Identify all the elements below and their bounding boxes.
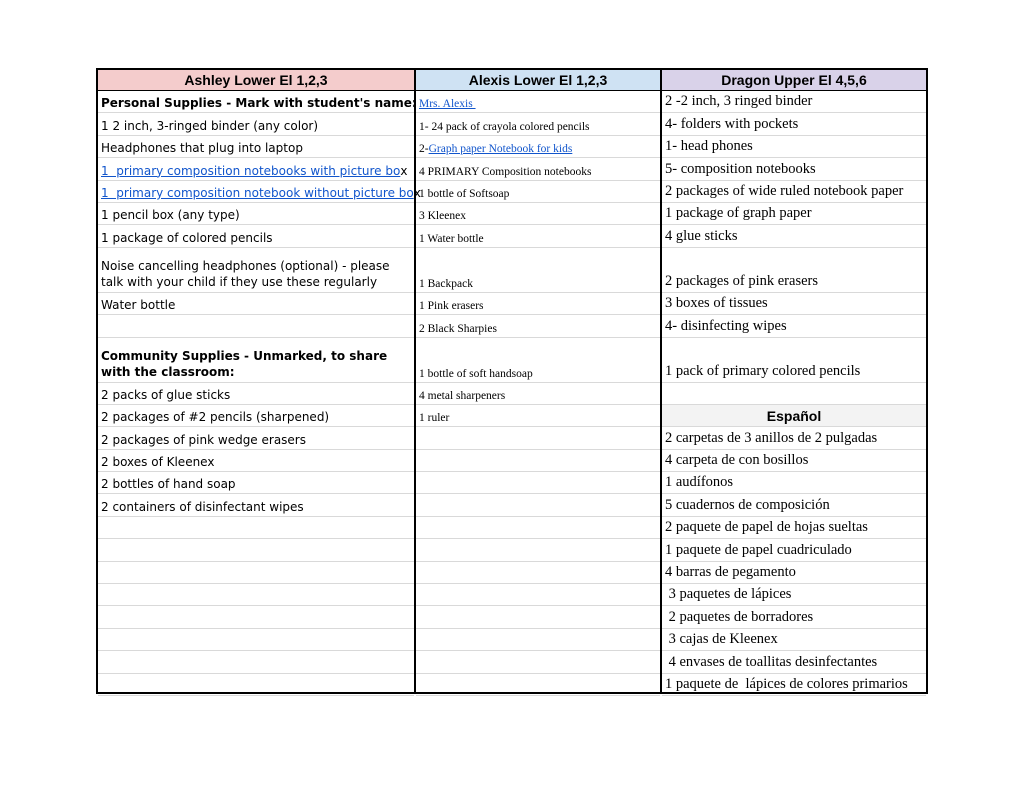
table-cell [98,91,417,113]
cell-link[interactable]: 1 primary composition notebooks with picture bo [101,163,401,178]
table-cell [416,584,660,606]
table-cell [416,539,660,561]
table-cell [662,427,926,449]
cell-link[interactable]: Mrs. Alexis [419,98,476,111]
column-header: Alexis Lower El 1,2,3 [416,70,660,91]
table-cell [413,181,660,203]
cell-suffix: x [413,185,421,200]
cell-text: 3 cajas de Kleenex [665,631,778,648]
cell-text: 4- folders with pockets [665,115,799,132]
cell-text: 2 packages of pink erasers [665,272,818,289]
cell-text: 1 bottle of soft handsoap [419,367,533,380]
table-cell [416,562,660,584]
cell-text: 4- disinfecting wipes [665,317,787,334]
table-cell [662,674,926,696]
cell-text: 1 audífonos [665,474,734,491]
table-cell [416,494,660,516]
cell-text: 4 carpeta de con bosillos [665,452,809,469]
cell-text: 1 Backpack [419,277,473,290]
table-cell [98,562,414,584]
column-header: Dragon Upper El 4,5,6 [662,70,926,91]
table-cell [662,293,926,315]
table-cell[interactable] [98,181,421,203]
cell-link[interactable]: 1 primary composition notebook without picture bo [101,185,414,200]
table-cell [416,517,660,539]
table-cell [662,606,926,628]
cell-text: Water bottle [101,298,176,313]
cell-text: 1- 24 pack of crayola colored pencils [419,120,590,133]
table-cell [98,472,414,494]
cell-suffix: x [400,163,408,178]
cell-text: 1 paquete de papel cuadriculado [665,541,852,558]
table-cell [662,651,926,673]
column-dragon [662,70,926,692]
cell-text: Personal Supplies - Mark with student's name: [101,96,417,111]
table-cell [662,225,926,247]
table-cell [98,405,414,427]
cell-text: 5 cuadernos de composición [665,496,830,513]
table-cell [98,338,414,383]
column-ashley [98,70,421,692]
table-cell [662,248,926,293]
cell-text: 2 packages of wide ruled notebook paper [665,182,904,199]
table-cell [662,629,926,651]
cell-text: Headphones that plug into laptop [101,141,303,156]
table-cell [662,113,926,135]
table-cell [98,584,414,606]
table-cell [416,472,660,494]
cell-text: 2 packages of #2 pencils (sharpened) [101,410,330,425]
cell-text: 2 carpetas de 3 anillos de 2 pulgadas [665,429,878,446]
table-cell [662,338,926,383]
table-cell [416,651,660,673]
table-cell [662,315,926,337]
table-cell [662,517,926,539]
table-cell [98,203,414,225]
cell-text: 3 paquetes de lápices [665,586,792,603]
table-cell [416,203,660,225]
table-cell [416,674,660,696]
table-cell [98,427,414,449]
table-cell [98,248,414,293]
column-header: Ashley Lower El 1,2,3 [98,70,414,91]
cell-text: 4 envases de toallitas desinfectantes [665,653,878,670]
cell-text: 1 ruler [419,412,450,425]
cell-text: 2 boxes of Kleenex [101,455,215,470]
table-cell [98,136,414,158]
table-cell [416,225,660,247]
table-cell [662,584,926,606]
cell-text: Noise cancelling headphones (optional) - please talk with your child if they use these regularly [101,258,390,289]
table-cell [98,225,414,247]
cell-prefix: 2- [419,143,429,156]
cell-link[interactable]: Graph paper Notebook for kids [428,143,573,156]
cell-text: 4 glue sticks [665,227,738,244]
table-cell [98,674,414,696]
table-cell [662,472,926,494]
cell-text: 1 package of graph paper [665,205,812,222]
section-subheader [662,405,926,427]
table-cell[interactable] [416,91,660,113]
table-cell[interactable] [98,158,414,180]
table-cell [98,629,414,651]
cell-text: 1 bottle of Softsoap [419,187,510,200]
cell-text: 1 paquete de lápices de colores primarios [665,675,908,692]
cell-text: 5- composition notebooks [665,160,816,177]
cell-text: 1 2 inch, 3-ringed binder (any color) [101,118,319,133]
table-cell [98,539,414,561]
table-cell [416,606,660,628]
table-cell [416,158,660,180]
table-cell [98,494,414,516]
table-cell [662,494,926,516]
table-cell [98,383,414,405]
table-cell [662,203,926,225]
cell-text: 4 PRIMARY Composition notebooks [419,165,592,178]
table-cell [662,539,926,561]
cell-text: 4 barras de pegamento [665,564,796,581]
table-cell [416,113,660,135]
cell-text: 2 containers of disinfectant wipes [101,499,304,514]
cell-text: 1 pack of primary colored pencils [665,362,861,379]
table-cell [416,293,660,315]
cell-text: 1 Pink erasers [419,300,484,313]
cell-text: 4 metal sharpeners [419,389,506,402]
table-cell [98,517,414,539]
table-cell [416,427,660,449]
cell-text: 1- head phones [665,138,753,155]
table-cell [98,606,414,628]
cell-text: 2 paquetes de borradores [665,608,814,625]
cell-text: 2 packages of pink wedge erasers [101,432,306,447]
cell-text: 2 Black Sharpies [419,322,497,335]
cell-text: 1 pencil box (any type) [101,208,240,223]
table-cell [416,315,660,337]
table-cell [98,450,414,472]
cell-text: 3 boxes of tissues [665,295,768,312]
cell-text: 2 -2 inch, 3 ringed binder [665,93,813,110]
table-cell [98,113,414,135]
cell-text: 2 paquete de papel de hojas sueltas [665,519,868,536]
supply-list-table [96,68,928,694]
table-cell [98,293,414,315]
table-cell [662,136,926,158]
table-cell [416,450,660,472]
table-cell [416,405,660,427]
table-cell [416,248,660,293]
cell-text: 1 package of colored pencils [101,230,273,245]
cell-text: 2 packs of glue sticks [101,387,231,402]
table-cell [662,158,926,180]
table-cell[interactable] [416,136,660,158]
cell-text: 3 Kleenex [419,210,466,223]
table-cell [662,562,926,584]
table-cell [416,629,660,651]
cell-text: 1 Water bottle [419,232,484,245]
table-cell [98,651,414,673]
table-cell [662,383,926,405]
table-cell [662,181,926,203]
cell-text: Español [766,407,822,424]
table-cell [662,450,926,472]
cell-text: 2 bottles of hand soap [101,477,236,492]
table-cell [662,91,926,113]
table-cell [98,315,414,337]
table-cell [416,383,660,405]
table-cell [416,338,660,383]
cell-text: Community Supplies - Unmarked, to share with the classroom: [101,348,388,379]
column-alexis [413,70,662,692]
